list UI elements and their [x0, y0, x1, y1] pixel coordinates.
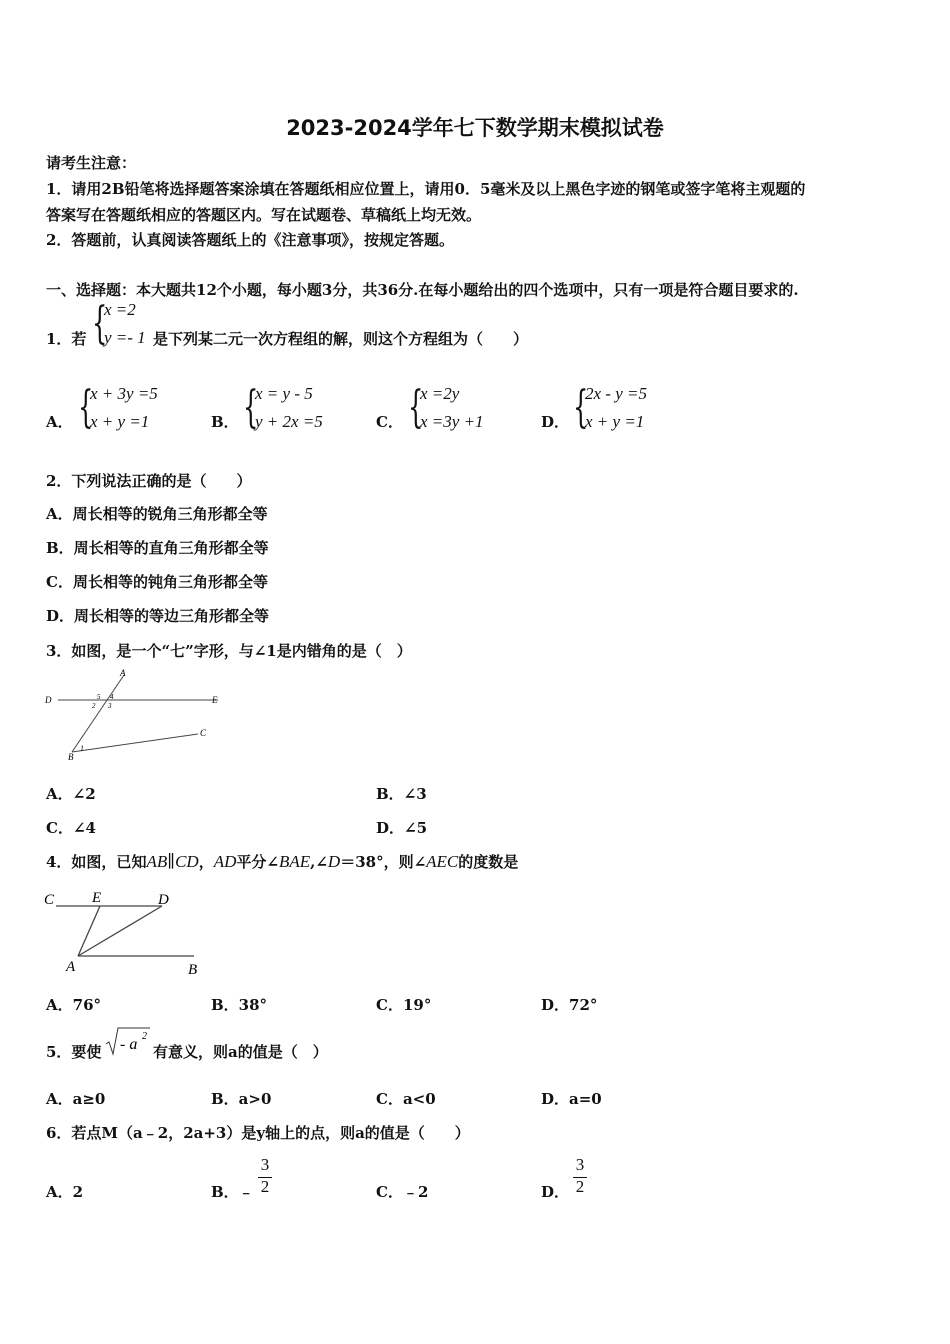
q4-stem-text-1: 4．如图，已知 — [46, 853, 147, 871]
q6-option-b-numerator: 3 — [260, 1155, 270, 1174]
notice-heading: 请考生注意： — [46, 154, 137, 172]
q4-stem-math-d: D — [327, 852, 341, 871]
q6-option-a: A．2 — [46, 1183, 84, 1201]
q5-stem-prefix: 5．要使 — [46, 1043, 102, 1061]
q6-option-b-denominator: 2 — [260, 1177, 270, 1196]
q4-stem-text-6: 的度数是 — [458, 853, 519, 871]
q3-line-bc — [72, 734, 198, 752]
q5-option-c: C．a<0 — [376, 1090, 436, 1108]
q3-label-e: E — [212, 695, 218, 705]
q1-option-b-line-1: x = y - 5 — [255, 384, 313, 403]
q2-option-c: C．周长相等的钝角三角形都全等 — [46, 573, 268, 591]
page-title: 2023-2024学年七下数学期末模拟试卷 — [286, 116, 664, 140]
q1-option-d-line-2: x + y =1 — [585, 412, 645, 431]
q4-label-d: D — [158, 892, 169, 908]
q3-angle-1: 1 — [80, 744, 84, 753]
q4-option-b: B．38° — [211, 996, 268, 1014]
q3-figure — [40, 666, 230, 762]
q3-label-a: A — [120, 668, 126, 678]
q4-option-a: A．76° — [46, 996, 102, 1014]
q4-line-ad — [78, 906, 162, 956]
q4-stem-math-ab-cd: AB∥CD — [146, 852, 199, 871]
q4-stem-math-aec: AEC — [426, 852, 459, 871]
q3-option-a: A．∠2 — [46, 785, 96, 803]
q1-stem: 是下列某二元一次方程组的解，则这个方程组为（ ） — [153, 330, 529, 348]
q4-stem-math-bae: BAE — [278, 852, 311, 871]
q5-stem: 有意义，则a的值是（ ） — [153, 1043, 328, 1061]
q1-option-a-line-2: x + y =1 — [90, 412, 150, 431]
q2-option-a: A．周长相等的锐角三角形都全等 — [46, 505, 268, 523]
q6-option-b-label: B．﹣ — [211, 1183, 254, 1201]
q3-label-c: C — [200, 728, 207, 738]
q4-label-c: C — [44, 892, 55, 908]
q4-stem — [46, 851, 518, 872]
q5-option-a: A．a≥0 — [46, 1090, 106, 1108]
q2-option-d: D．周长相等的等边三角形都全等 — [46, 607, 270, 625]
q1-option-c-line-2: x =3y +1 — [420, 412, 484, 431]
q3-label-b: B — [68, 752, 74, 762]
notice-line-1: 1．请用2B铅笔将选择题答案涂填在答题纸相应位置上，请用0．5毫米及以上黑色字迹的钢笔或签字笔将主观题的 — [46, 180, 806, 198]
q3-line-ab — [72, 675, 124, 752]
q6-option-c: C．﹣2 — [376, 1183, 429, 1201]
q4-label-a: A — [66, 959, 76, 975]
q1-option-a-line-1: x + 3y =5 — [90, 384, 158, 403]
q5-radical — [104, 1024, 152, 1058]
exam-page: 2023-2024学年七下数学期末模拟试卷 请考生注意： 1．请用2B铅笔将选择题答案涂填在答题纸相应位置上，请用0．5毫米及以上黑色字迹的钢笔或签字笔将主观题的 答案写在答题纸相应的答题区内。写在试题卷、草稿纸上均无效。 2．答题前，认真阅读答题纸上的《注意事项》，按规定答题。 一、选择题：本大题共12个小题，每小题3分，共36分.在每小题给出的四个选项中，只有一项是符合题目要求的. 1．若 { x =2 y =- 1 是下列某二元一次方程组的解，则这个方程组为（ ） A． { x + 3y =5 x + y =1 B． { x = y - 5 y + 2x =5 C． { x =2y x =3y +1 D． { 2x - y =5 x + y =1 2．下列说法正确的是（ ） A．周长相等的锐角三角形都全等 B．周长相等的直角三角形都全等 C．周长相等的钝角三角形都全等 D．周长相等的等边三角形都全等 3．如图，是一个“七”字形，与∠1是内错角的是（ ） A B C D E 1 2 3 4 5 A．∠2 B．∠3 C．∠4 D．∠5 4．如图，已知AB∥CD，AD平分∠BAE,∠D＝38°，则∠AEC的度数是 C E D A B A．76° B．38° C．19° D．72° 5．要使 - a 2 有意义，则a的值是（ ） A．a≥0 B．a>0 C．a<0 D．a=0 6．若点M（a﹣2，2a+3）是y轴上的点，则a的值是（ ） A．2 B．﹣ 3 2 C．﹣2 D． 3 2 — [0, 0, 950, 1344]
q5-option-b: B．a>0 — [211, 1090, 272, 1108]
q3-option-c: C．∠4 — [46, 819, 96, 837]
q4-figure — [40, 884, 210, 978]
q3-option-b: B．∠3 — [376, 785, 427, 803]
q1-option-d-label: D． — [541, 413, 570, 431]
q1-sys-line-1: x =2 — [104, 300, 136, 319]
q4-option-d: D．72° — [541, 996, 598, 1014]
q5-exponent: 2 — [142, 1031, 147, 1042]
q4-stem-text-5: ＝38°，则∠ — [340, 853, 427, 871]
q1-prefix: 1．若 — [46, 330, 87, 348]
notice-line-3: 2．答题前，认真阅读答题纸上的《注意事项》，按规定答题。 — [46, 231, 454, 249]
q3-option-d: D．∠5 — [376, 819, 428, 837]
q4-stem-math-ad: AD — [213, 852, 237, 871]
q1-option-d-line-1: 2x - y =5 — [585, 384, 647, 403]
q6-option-d-label: D． — [541, 1183, 570, 1201]
q6-option-d-denominator: 2 — [575, 1177, 585, 1196]
q4-stem-text-4: ,∠ — [310, 853, 328, 871]
q3-angle-4: 4 — [110, 693, 114, 701]
q2-stem: 2．下列说法正确的是（ ） — [46, 472, 252, 490]
q2-option-b: B．周长相等的直角三角形都全等 — [46, 539, 269, 557]
q3-angle-2: 2 — [92, 702, 96, 710]
q1-sys-line-2: y =- 1 — [104, 328, 146, 347]
q3-angle-5: 5 — [97, 693, 101, 701]
notice-line-2: 答案写在答题纸相应的答题区内。写在试题卷、草稿纸上均无效。 — [46, 206, 482, 224]
q6-option-d-numerator: 3 — [575, 1155, 585, 1174]
q1-option-b-line-2: y + 2x =5 — [255, 412, 323, 431]
q1-option-c-line-1: x =2y — [420, 384, 460, 403]
q5-radicand: - a — [120, 1036, 138, 1053]
q1-option-c-label: C． — [376, 413, 403, 431]
q4-option-c: C．19° — [376, 996, 432, 1014]
q4-line-ae — [78, 906, 100, 956]
section-heading: 一、选择题：本大题共12个小题，每小题3分，共36分.在每小题给出的四个选项中，只有一项是符合题目要求的. — [46, 281, 799, 299]
q4-label-e: E — [92, 890, 102, 906]
q6-stem: 6．若点M（a﹣2，2a+3）是y轴上的点，则a的值是（ ） — [46, 1124, 470, 1142]
q3-angle-3: 3 — [108, 702, 112, 710]
q3-label-d: D — [45, 695, 52, 705]
q4-stem-text-3: 平分∠ — [236, 853, 279, 871]
q1-option-b-label: B． — [211, 413, 239, 431]
q4-stem-text-2: ， — [198, 853, 214, 871]
q3-stem: 3．如图，是一个“七”字形，与∠1是内错角的是（ ） — [46, 642, 412, 660]
q1-option-a-label: A． — [46, 413, 73, 431]
q5-option-d: D．a=0 — [541, 1090, 602, 1108]
q4-label-b: B — [188, 962, 198, 978]
